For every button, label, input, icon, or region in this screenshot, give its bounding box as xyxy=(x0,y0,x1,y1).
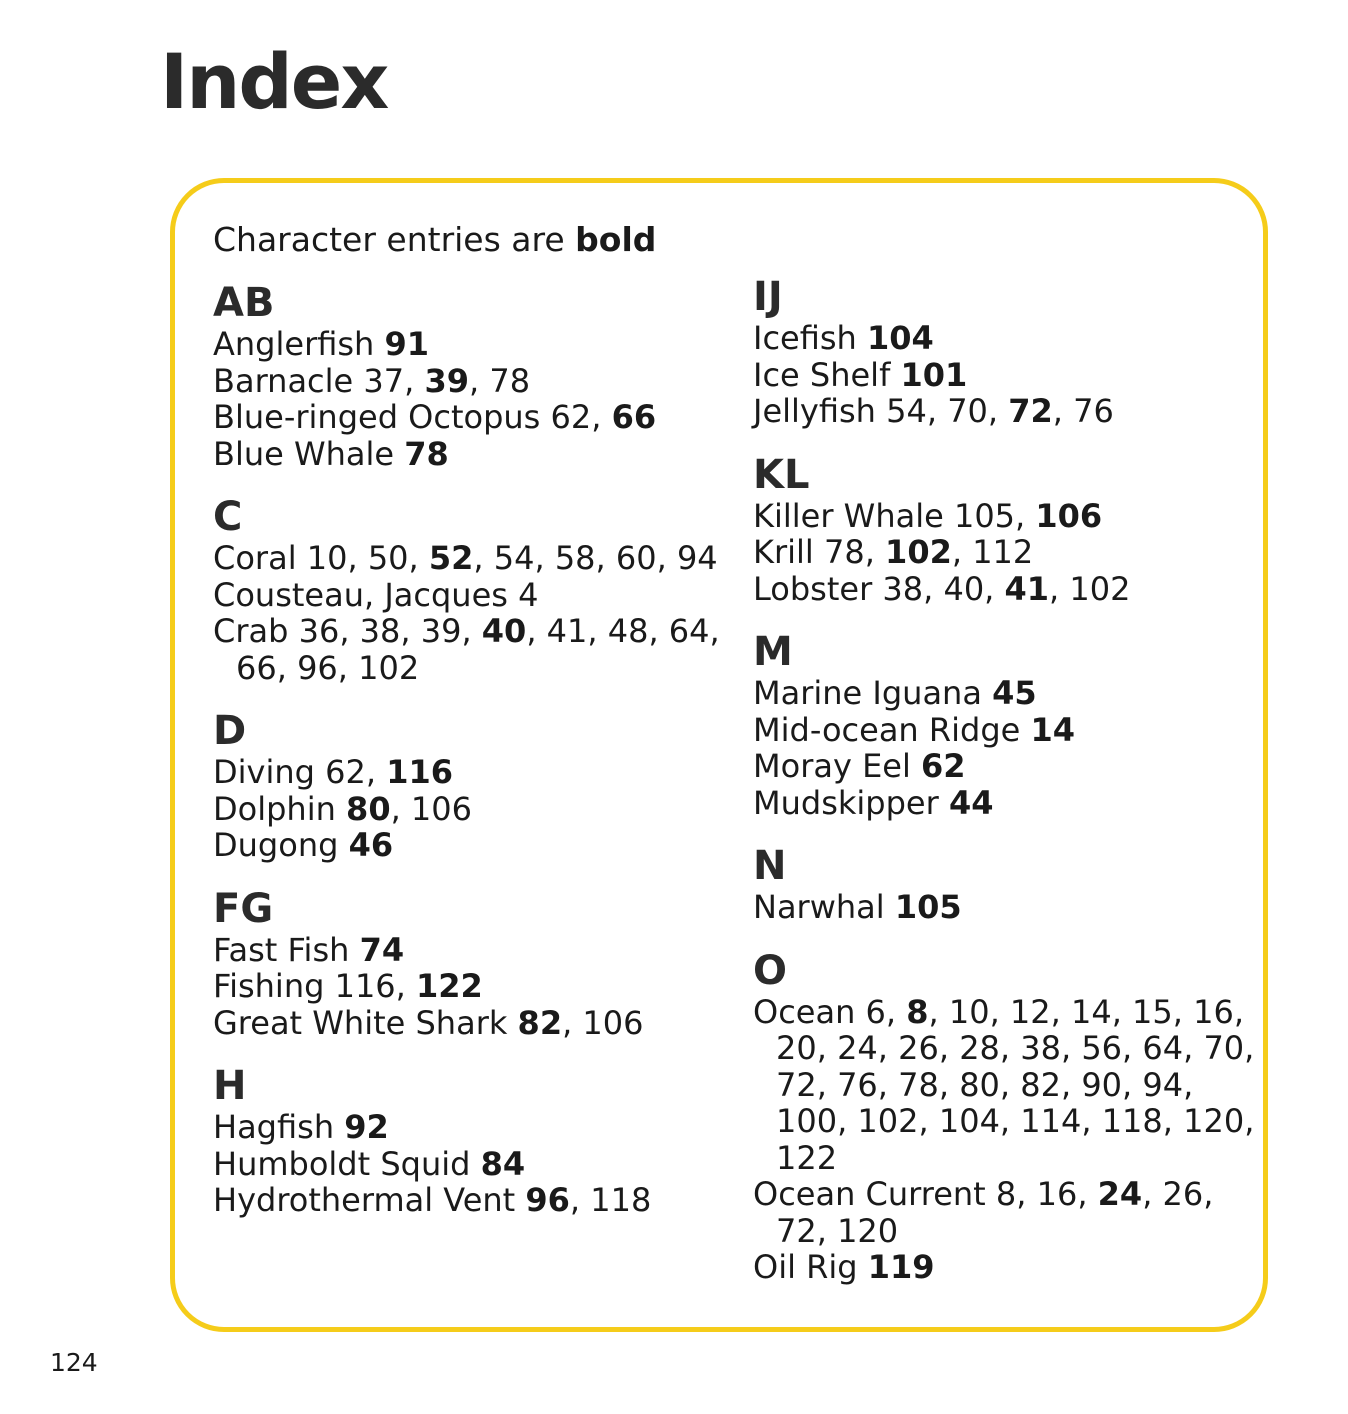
section-letter: KL xyxy=(753,451,810,498)
index-entry xyxy=(753,1249,1273,1286)
index-entry xyxy=(213,827,733,864)
index-section xyxy=(213,1063,733,1219)
page-ref: 102 xyxy=(358,648,420,687)
page-ref-bold: 8 xyxy=(906,992,929,1031)
page-ref-bold: 91 xyxy=(384,325,430,363)
entry-term: Dolphin xyxy=(213,789,336,828)
index-entry: Blue-ringed Octopus 62, 66 xyxy=(213,398,657,436)
index-section xyxy=(213,280,733,472)
page-ref: 40 xyxy=(943,569,985,608)
page-ref-bold: 66 xyxy=(611,398,657,436)
entry-term: Ocean xyxy=(753,992,856,1031)
index-entry xyxy=(213,1109,733,1146)
page-ref-bold: 72 xyxy=(1008,392,1053,430)
index-entry xyxy=(213,932,733,969)
entry-term: Fishing xyxy=(213,967,325,1005)
index-section xyxy=(753,629,1273,821)
page-ref-bold: 52 xyxy=(428,539,474,577)
section-letter: O xyxy=(753,947,788,994)
page-ref: 10 xyxy=(948,992,990,1031)
page-ref: 96 xyxy=(297,648,338,687)
page-ref: 66 xyxy=(236,648,277,687)
page-ref: 70 xyxy=(1203,1029,1245,1067)
page-ref: 41 xyxy=(546,612,588,650)
page-ref-bold: 104 xyxy=(867,319,934,357)
page-ref: 76 xyxy=(837,1065,878,1104)
page-ref: 50 xyxy=(367,539,409,577)
page-ref: 54 xyxy=(493,539,535,577)
index-entry xyxy=(753,320,1273,357)
page-ref: 118 xyxy=(1101,1102,1163,1140)
page-ref: 62 xyxy=(325,753,366,791)
page-ref-bold: 24 xyxy=(1097,1175,1143,1213)
index-entry xyxy=(753,785,1273,822)
page-ref: 82 xyxy=(1020,1065,1061,1104)
page-ref: 102 xyxy=(1069,569,1131,608)
entry-term: Krill xyxy=(753,533,814,571)
page-ref: 16 xyxy=(1036,1175,1078,1213)
page-ref: 10 xyxy=(306,539,348,577)
page-ref-bold: 46 xyxy=(348,826,394,864)
bold-note-text: Character entries are xyxy=(213,220,576,259)
section-letter: FG xyxy=(213,885,274,932)
entry-term: Great White Shark xyxy=(213,1003,508,1042)
page-ref: 48 xyxy=(607,612,649,650)
page-ref: 78 xyxy=(898,1065,939,1104)
page-ref: 24 xyxy=(837,1029,878,1067)
page-ref: 114 xyxy=(1020,1102,1082,1140)
page-ref: 60 xyxy=(615,539,657,577)
page-ref: 58 xyxy=(554,539,596,577)
page-ref: 94 xyxy=(676,539,718,577)
page-ref: 62 xyxy=(550,398,592,436)
page-ref: 105 xyxy=(953,496,1016,535)
page-ref: 15 xyxy=(1132,992,1173,1031)
entry-term: Blue Whale xyxy=(213,434,395,473)
page-ref: 38 xyxy=(1020,1029,1061,1067)
page-ref: 14 xyxy=(1070,992,1112,1031)
entry-term: Moray Eel xyxy=(753,747,911,785)
bold-note xyxy=(213,220,656,260)
page-ref: 94 xyxy=(1142,1065,1184,1104)
page-ref-bold: 116 xyxy=(386,753,453,791)
entry-term: Coral xyxy=(213,539,297,577)
entry-term: Mid-ocean Ridge xyxy=(753,710,1021,749)
page-ref: 54 xyxy=(886,392,927,430)
page-ref-bold: 101 xyxy=(900,355,968,394)
index-section xyxy=(753,948,1273,1286)
page-ref: 104 xyxy=(938,1102,1000,1140)
page-ref: 38 xyxy=(882,569,924,608)
page-ref: 56 xyxy=(1081,1029,1123,1067)
index-entry: Diving 62, 116 xyxy=(213,753,453,791)
entry-term: Marine Iguana xyxy=(753,674,982,712)
page-ref: 106 xyxy=(410,789,472,828)
page-ref-bold: 40 xyxy=(481,612,527,650)
index-section xyxy=(213,494,733,686)
page-ref: 70 xyxy=(947,392,988,430)
entry-term: Hydrothermal Vent xyxy=(213,1181,516,1219)
entry-term: Oil Rig xyxy=(753,1248,858,1286)
page-ref: 64 xyxy=(1142,1029,1184,1067)
page-ref-bold: 41 xyxy=(1004,569,1050,608)
page-ref-bold: 102 xyxy=(885,533,952,571)
index-entry: Ocean 6, 8, 10, 12, 14, 15, 16, 20, 24, 26, 28, 38, 56, 64, 70, 72, 76, 78, 80, 82, 90, 94, 100, 102, 104, 114, 118, 120, 122 xyxy=(753,992,1255,1177)
page-ref: 6 xyxy=(865,992,886,1031)
page-ref: 120 xyxy=(1183,1102,1245,1140)
page-ref: 26 xyxy=(898,1029,939,1067)
section-letter: N xyxy=(753,843,787,889)
section-letter: H xyxy=(213,1063,247,1109)
section-letter: D xyxy=(213,708,247,754)
entry-term: Killer Whale xyxy=(753,496,944,535)
index-section xyxy=(753,274,1273,430)
index-entry: Crab 36, 38, 39, 40, 41, 48, 64, 66, 96, 102 xyxy=(213,612,720,687)
page-ref-bold: 82 xyxy=(517,1003,563,1042)
page-ref: 78 xyxy=(823,533,865,571)
page-ref: 112 xyxy=(972,533,1034,571)
index-section xyxy=(213,708,733,864)
page-ref-bold: 78 xyxy=(404,434,449,473)
page-ref: 16 xyxy=(1193,992,1234,1031)
index-entry: Great White Shark 82, 106 xyxy=(213,1003,644,1042)
page-ref-bold: 44 xyxy=(948,783,994,822)
page-ref: 26 xyxy=(1162,1175,1204,1213)
entry-term: Humboldt Squid xyxy=(213,1144,471,1183)
page-ref: 64 xyxy=(668,612,710,650)
page-ref: 38 xyxy=(359,612,401,650)
page-ref: 76 xyxy=(1073,392,1114,430)
page-ref: 90 xyxy=(1081,1065,1123,1104)
page-ref: 72 xyxy=(776,1065,817,1104)
page-ref-bold: 106 xyxy=(1035,496,1103,535)
index-entry xyxy=(213,436,733,473)
page-ref: 120 xyxy=(837,1211,899,1250)
page-ref: 106 xyxy=(582,1003,644,1042)
index-column-right xyxy=(753,274,1273,1308)
index-entry xyxy=(213,1146,733,1183)
page-ref: 4 xyxy=(518,575,539,614)
page-ref: 102 xyxy=(857,1102,919,1140)
page-ref: 20 xyxy=(776,1029,817,1067)
entry-term: Cousteau, Jacques xyxy=(213,575,508,614)
page-ref-bold: 92 xyxy=(344,1108,389,1146)
page-ref-bold: 84 xyxy=(480,1144,526,1183)
page-ref: 80 xyxy=(959,1065,1000,1104)
entry-term: Narwhal xyxy=(753,888,885,926)
page-ref: 36 xyxy=(298,612,340,650)
index-entry xyxy=(753,675,1273,712)
page-ref-bold: 74 xyxy=(359,930,405,969)
page-title: Index xyxy=(160,37,388,126)
entry-term: Diving xyxy=(213,753,315,791)
index-entry xyxy=(753,748,1273,785)
page-ref: 122 xyxy=(776,1138,838,1177)
page-ref: 78 xyxy=(489,361,531,400)
page-ref: 37 xyxy=(363,361,405,400)
bold-note-word: bold xyxy=(575,220,657,259)
section-letter: IJ xyxy=(753,274,783,320)
page-ref: 8 xyxy=(995,1175,1017,1213)
section-letter: AB xyxy=(213,280,275,326)
page-ref-bold: 80 xyxy=(346,789,391,828)
page-ref-bold: 45 xyxy=(992,674,1037,712)
entry-term: Dugong xyxy=(213,826,339,864)
entry-term: Mudskipper xyxy=(753,783,939,822)
page-ref-bold: 105 xyxy=(894,888,962,926)
entry-term: Crab xyxy=(213,612,289,650)
index-entry xyxy=(753,889,1273,926)
index-section xyxy=(753,452,1273,608)
index-entry: Fishing 116, 122 xyxy=(213,967,483,1005)
index-entry xyxy=(213,577,733,614)
entry-term: Ice Shelf xyxy=(753,355,891,394)
section-letter: C xyxy=(213,494,243,540)
entry-term: Hagfish xyxy=(213,1108,335,1146)
index-entry: Krill 78, 102, 112 xyxy=(753,533,1034,571)
index-section xyxy=(213,886,733,1042)
entry-term: Anglerfish xyxy=(213,325,375,363)
section-letter: M xyxy=(753,629,793,675)
index-entry: Coral 10, 50, 52, 54, 58, 60, 94 xyxy=(213,539,718,577)
page-ref: 100 xyxy=(776,1102,838,1140)
page-ref-bold: 62 xyxy=(921,747,966,785)
index-entry: Killer Whale 105, 106 xyxy=(753,496,1103,535)
page-ref-bold: 119 xyxy=(867,1248,935,1286)
page-ref: 28 xyxy=(959,1029,1000,1067)
page-ref-bold: 39 xyxy=(424,361,469,400)
page-ref-bold: 14 xyxy=(1030,710,1076,749)
index-entry xyxy=(213,326,733,363)
page-ref-bold: 96 xyxy=(525,1181,570,1219)
entry-term: Fast Fish xyxy=(213,930,350,969)
index-column-left xyxy=(213,280,733,1241)
entry-term: Blue-ringed Octopus xyxy=(213,398,541,436)
page-ref: 116 xyxy=(334,967,396,1005)
page-ref: 39 xyxy=(420,612,462,650)
index-entry: Ocean Current 8, 16, 24, 26, 72, 120 xyxy=(753,1175,1214,1250)
index-entry: Jellyfish 54, 70, 72, 76 xyxy=(753,392,1114,430)
index-entry: Barnacle 37, 39, 78 xyxy=(213,361,531,400)
page-ref: 72 xyxy=(776,1211,817,1250)
index-entry xyxy=(753,712,1273,749)
entry-term: Barnacle xyxy=(213,361,354,400)
index-entry xyxy=(753,357,1273,394)
page-ref-bold: 122 xyxy=(416,967,483,1005)
page-ref: 12 xyxy=(1009,992,1051,1031)
page-number: 124 xyxy=(50,1348,98,1377)
entry-term: Lobster xyxy=(753,569,873,608)
index-entry: Hydrothermal Vent 96, 118 xyxy=(213,1181,652,1219)
index-entry: Dolphin 80, 106 xyxy=(213,789,472,828)
index-section xyxy=(753,843,1273,926)
index-entry: Lobster 38, 40, 41, 102 xyxy=(753,569,1131,608)
entry-term: Jellyfish xyxy=(753,392,876,430)
entry-term: Ocean Current xyxy=(753,1175,986,1213)
page-ref: 118 xyxy=(590,1181,652,1219)
entry-term: Icefish xyxy=(753,319,857,357)
